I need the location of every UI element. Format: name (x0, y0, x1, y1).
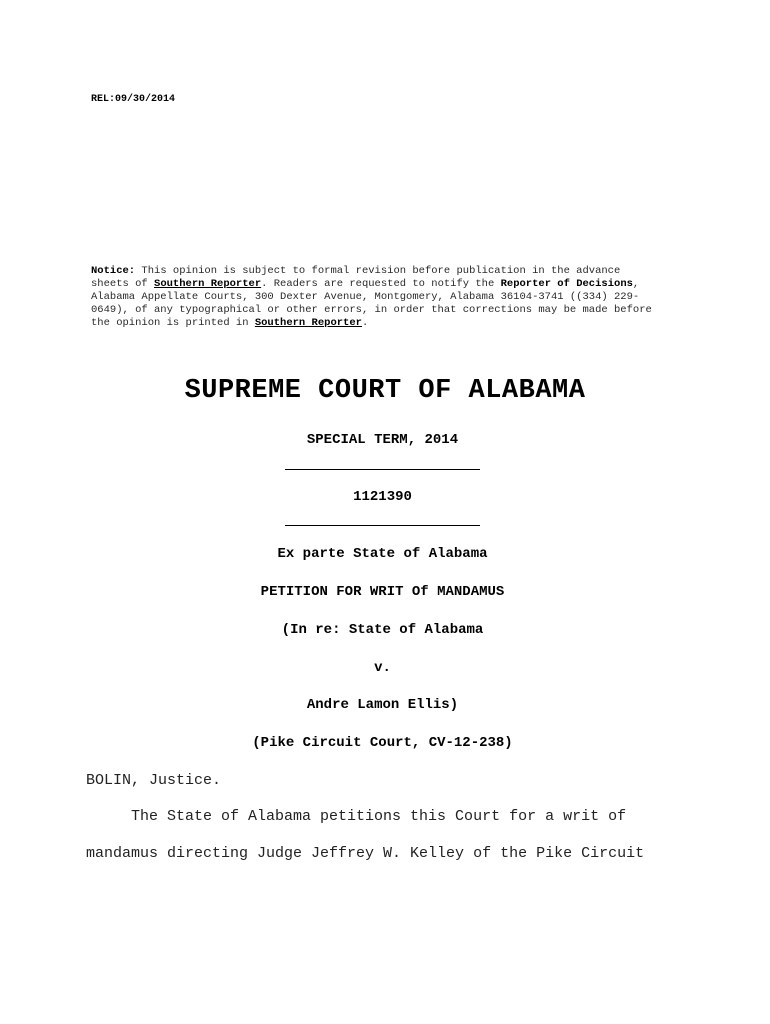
opinion-line-2: mandamus directing Judge Jeffrey W. Kelley of the Pike Circuit (86, 845, 645, 862)
notice-line-5 (91, 317, 685, 330)
notice-line-3: Alabama Appellate Courts, 300 Dexter Avenue, Montgomery, Alabama 36104-3741 ((334) 229- (91, 291, 640, 303)
southern-reporter-ref-2: Southern Reporter (254, 317, 362, 329)
notice-line-5-start: the opinion is printed in (91, 317, 255, 329)
reporter-of-decisions: Reporter of Decisions (500, 278, 633, 290)
caption-versus: v. (374, 660, 391, 676)
notice-line-2-end: , (632, 278, 640, 290)
notice-line-1-text: This opinion is subject to formal revision before publication in the advance (135, 265, 621, 277)
caption-respondent: Andre Lamon Ellis) (306, 697, 459, 713)
release-date: REL:09/30/2014 (91, 94, 176, 105)
notice-line-4: 0649), of any typographical or other errors, in order that corrections may be made before (91, 304, 652, 316)
court-term: SPECIAL TERM, 2014 (306, 432, 459, 448)
opinion-line-1: The State of Alabama petitions this Court for a writ of (86, 808, 627, 825)
notice-label: Notice: (91, 265, 136, 277)
southern-reporter-ref-1: Southern Reporter (154, 278, 262, 290)
opinion-author: BOLIN, Justice. (86, 772, 222, 789)
notice-line-2 (91, 278, 685, 291)
notice-line-5-end: . (361, 317, 369, 329)
court-name: SUPREME COURT OF ALABAMA (184, 376, 586, 406)
opinion-paragraph (86, 808, 680, 825)
notice-line-2-start: sheets of (91, 278, 155, 290)
divider-top (285, 469, 480, 470)
case-number: 1121390 (353, 489, 412, 505)
caption-lower-court: (Pike Circuit Court, CV-12-238) (252, 735, 513, 751)
opinion-paragraph-continued (86, 845, 680, 862)
notice-line-2-middle: . Readers are requested to notify the (261, 278, 501, 290)
caption-petition: PETITION FOR WRIT Of MANDAMUS (260, 584, 505, 600)
divider-bottom (285, 525, 480, 526)
caption-in-re: (In re: State of Alabama (281, 622, 484, 638)
caption-party: Ex parte State of Alabama (277, 546, 488, 562)
publication-notice (91, 265, 685, 330)
notice-line-1 (91, 265, 685, 278)
